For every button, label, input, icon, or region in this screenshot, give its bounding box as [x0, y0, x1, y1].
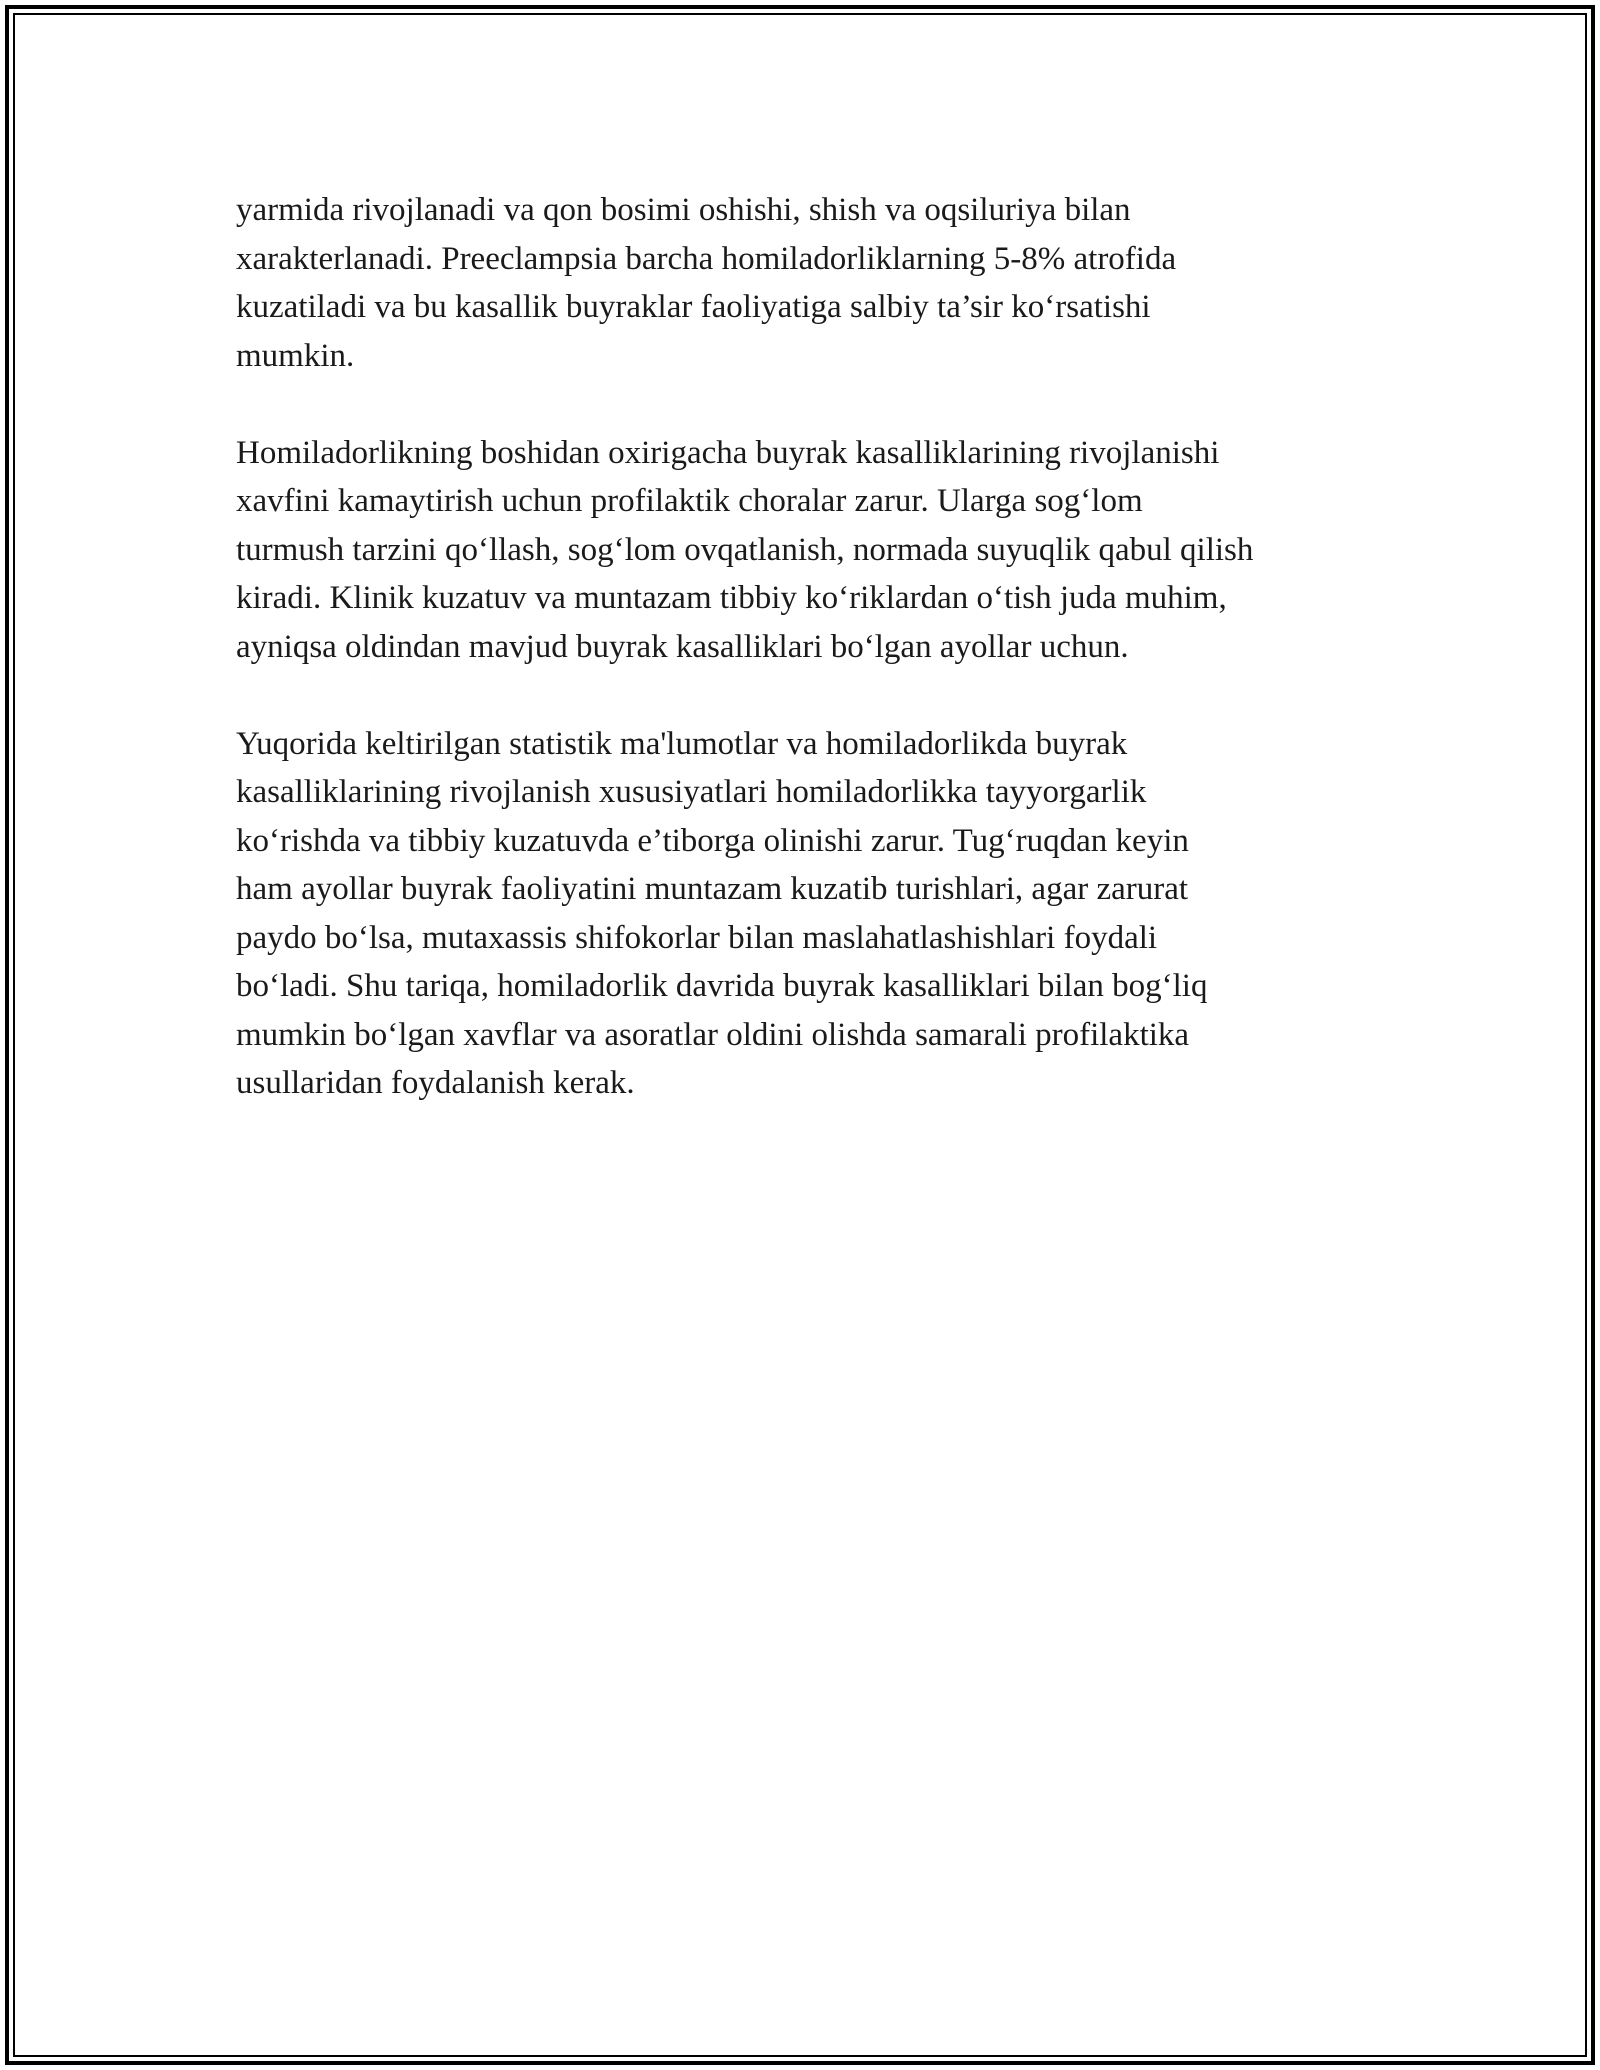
text-line: xarakterlanadi. Preeclampsia barcha homiladorliklarning 5-8% atrofida [236, 240, 1177, 277]
paragraph-2 [236, 429, 1386, 672]
text-line: Homiladorlikning boshidan oxirigacha buyrak kasalliklarining rivojlanishi [236, 434, 1220, 471]
text-line: Yuqorida keltirilgan statistik ma'lumotlar va homiladorlikda buyrak [236, 725, 1128, 762]
text-line: kiradi. Klinik kuzatuv va muntazam tibbiy ko‘riklardan o‘tish juda muhim, [236, 580, 1227, 616]
text-line: usullaridan foydalanish kerak. [236, 1065, 635, 1101]
text-line: yarmida rivojlanadi va qon bosimi oshishi, shish va oqsiluriya bilan [236, 192, 1131, 228]
text-line: ayniqsa oldindan mavjud buyrak kasalliklari bo‘lgan ayollar uchun. [236, 628, 1129, 665]
text-line: bo‘ladi. Shu tariqa, homiladorlik davrida buyrak kasalliklari bilan bog‘liq [236, 968, 1208, 1004]
text-line: kasalliklarining rivojlanish xususiyatlari homiladorlikka tayyorgarlik [236, 774, 1147, 810]
text-line: kuzatiladi va bu kasallik buyraklar faoliyatiga salbiy ta’sir ko‘rsatishi [236, 289, 1151, 325]
text-line: xavfini kamaytirish uchun profilaktik choralar zarur. Ularga sog‘lom [236, 483, 1143, 519]
text-line: paydo bo‘lsa, mutaxassis shifokorlar bilan maslahatlashishlari foydali [236, 919, 1158, 956]
text-line: mumkin bo‘lgan xavflar va asoratlar oldini olishda samarali profilaktika [236, 1016, 1190, 1053]
text-line: mumkin. [236, 337, 355, 374]
text-line: ham ayollar buyrak faoliyatini muntazam kuzatib turishlari, agar zarurat [236, 871, 1189, 907]
paragraph-1 [236, 186, 1386, 380]
paragraph-3 [236, 720, 1386, 1108]
text-line: ko‘rishda va tibbiy kuzatuvda e’tiborga olinishi zarur. Tug‘ruqdan keyin [236, 822, 1189, 859]
document-body [236, 186, 1386, 1156]
text-line: turmush tarzini qo‘llash, sog‘lom ovqatlanish, normada suyuqlik qabul qilish [236, 531, 1254, 568]
